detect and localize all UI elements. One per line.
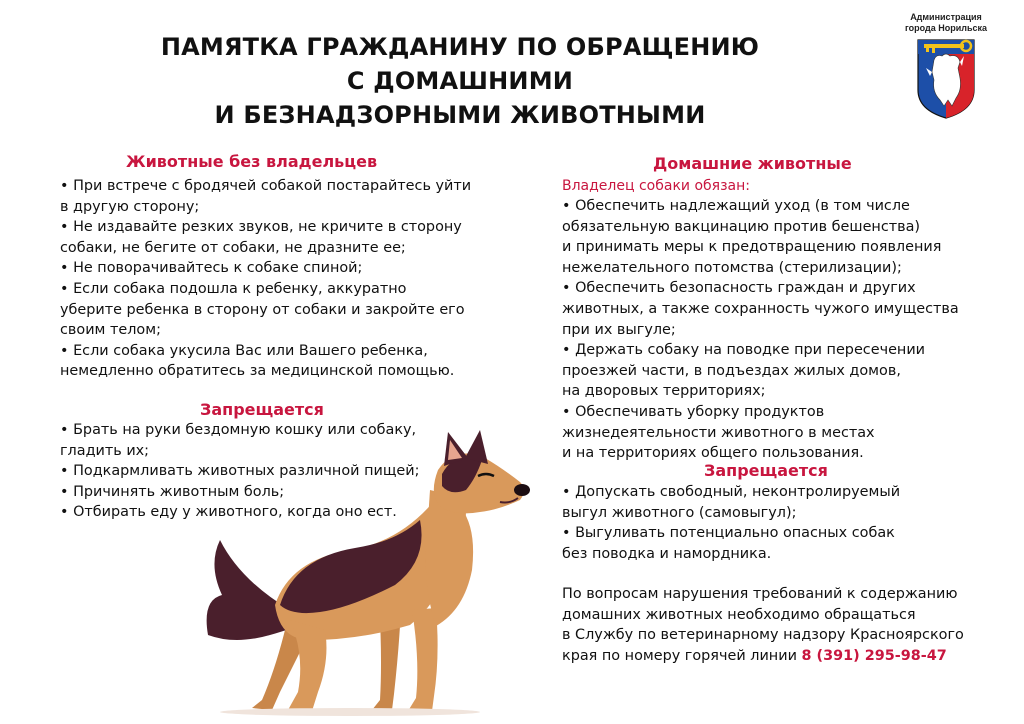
list-item-line: проезжей части, в подъездах жилых домов,	[562, 362, 901, 379]
list-item-line: обязательную вакцинацию против бешенства)	[562, 218, 921, 235]
list-item-line: • При встрече с бродячей собакой постарайтесь уйти	[60, 178, 472, 194]
list-item-line: • Обеспечить надлежащий уход (в том числе	[562, 198, 910, 214]
list-item-line: • Выгуливать потенциально опасных собак	[562, 525, 895, 542]
list-item-line: без поводка и намордника.	[562, 545, 772, 562]
list-item	[60, 341, 471, 382]
contact-line	[562, 646, 964, 667]
list-item-line: • Не издавайте резких звуков, не кричите в сторону	[60, 219, 462, 236]
left-rules-list	[60, 176, 471, 382]
norilsk-coat-of-arms-icon	[916, 38, 976, 120]
list-item	[562, 482, 900, 523]
list-item-line: • Держать собаку на поводке при пересечении	[562, 342, 926, 359]
emblem-caption-1: Администрация	[910, 12, 982, 22]
list-item-line: собаки, не бегите от собаки, не дразните ее;	[60, 239, 406, 256]
list-item-line: • Обеспечивать уборку продуктов	[562, 403, 825, 420]
list-item	[562, 340, 959, 402]
list-item-line: жизнедеятельности животного в местах	[562, 424, 875, 441]
left-forbidden-heading: Запрещается	[200, 400, 324, 419]
list-item-line: • Если собака подошла к ребенку, аккуратно	[60, 280, 407, 297]
page-title	[120, 30, 800, 132]
emblem-caption-2: города Норильска	[904, 23, 987, 33]
list-item-line: на дворовых территориях;	[562, 383, 766, 400]
list-item-line: • Причинять животным боль;	[60, 483, 285, 500]
list-item	[60, 279, 471, 341]
list-item	[562, 402, 959, 464]
list-item	[562, 196, 959, 278]
list-item-line: выгул животного (самовыгул);	[562, 504, 797, 521]
city-emblem	[896, 12, 996, 120]
list-item-line: • Если собака укусила Вас или Вашего ребенка,	[60, 342, 428, 359]
list-item-line: • Допускать свободный, неконтролируемый	[562, 484, 901, 500]
right-forbidden-heading: Запрещается	[704, 461, 828, 480]
list-item	[60, 258, 471, 279]
list-item-line: животных, а также сохранность чужого имущества	[562, 300, 959, 317]
list-item-line: и принимать меры к предотвращению появления	[562, 239, 942, 256]
title-line-2: С ДОМАШНИМИ	[346, 67, 574, 95]
list-item-line: • Не поворачивайтесь к собаке спиной;	[60, 260, 363, 277]
title-line-1: ПАМЯТКА ГРАЖДАНИНУ ПО ОБРАЩЕНИЮ	[160, 33, 760, 61]
list-item-line: • Обеспечить безопасность граждан и других	[562, 280, 916, 297]
list-item-line: немедленно обратитесь за медицинской помощью.	[60, 363, 455, 380]
contact-line-prefix: края по номеру горячей линии	[562, 647, 797, 664]
contact-line: в Службу по ветеринарному надзору Красноярского	[562, 627, 964, 644]
dog-icon	[180, 430, 540, 720]
list-item	[60, 176, 471, 217]
right-section-heading: Домашние животные	[653, 154, 852, 173]
list-item	[562, 523, 900, 564]
list-item	[562, 278, 959, 340]
contact-line: По вопросам нарушения требований к содержанию	[562, 586, 958, 602]
list-item-line: гладить их;	[60, 442, 150, 459]
list-item-line: в другую сторону;	[60, 198, 200, 215]
right-forbidden-list	[562, 482, 900, 564]
list-item-line: своим телом;	[60, 322, 161, 339]
left-section-heading: Животные без владельцев	[126, 152, 378, 171]
list-item-line: • Отбирать еду у животного, когда оно ест.	[60, 504, 397, 521]
list-item	[60, 217, 471, 258]
list-item-line: нежелательного потомства (стерилизации);	[562, 259, 902, 276]
list-item-line: и на территориях общего пользования.	[562, 445, 864, 462]
list-item-line: при их выгуле;	[562, 321, 676, 338]
list-item-line: • Подкармливать животных различной пищей;	[60, 463, 420, 480]
owner-obligations-label: Владелец собаки обязан:	[562, 178, 750, 194]
list-item-line: уберите ребенка в сторону от собаки и закройте его	[60, 301, 465, 318]
title-line-3: И БЕЗНАДЗОРНЫМИ ЖИВОТНЫМИ	[214, 101, 706, 129]
contact-line: домашних животных необходимо обращаться	[562, 606, 916, 623]
list-item-line: • Брать на руки бездомную кошку или собаку,	[60, 422, 417, 438]
hotline-phone: 8 (391) 295-98-47	[801, 647, 947, 664]
contact-info	[562, 584, 964, 666]
right-rules-list	[562, 196, 959, 464]
